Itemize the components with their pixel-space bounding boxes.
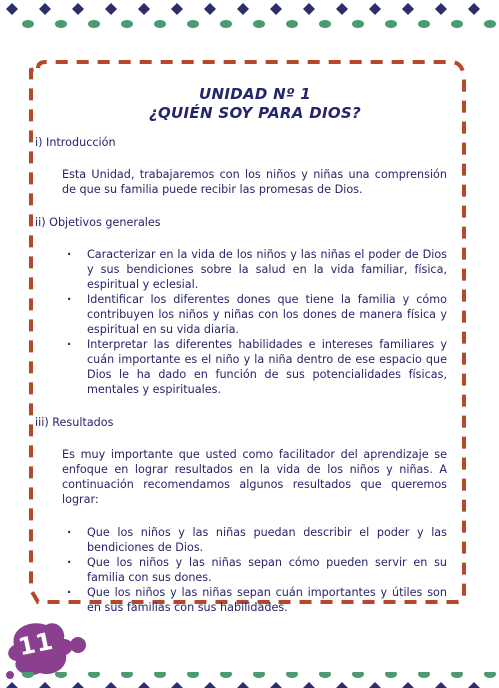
diamond-icon bbox=[468, 682, 480, 688]
dot-icon bbox=[352, 20, 364, 28]
bullet-icon: · bbox=[67, 586, 72, 599]
diamond-icon bbox=[402, 682, 414, 688]
list-item: · Interpretar las diferentes habilidades e intereses familiares y cuán importante es el niño y la niña dentro de ese espacio que Dios le ha dado en función de sus potencialidades físicas, mentales y espirituales. bbox=[67, 338, 447, 396]
unit-content bbox=[35, 135, 447, 633]
dot-icon bbox=[484, 672, 496, 678]
objectives-list bbox=[67, 247, 447, 397]
list-item: · Caracterizar en la vida de los niños y las niñas el poder de Dios y sus bendiciones sobre la salud en la vida familiar, física, espiritual y eclesial. bbox=[67, 248, 447, 291]
dot-icon bbox=[319, 20, 331, 28]
dot-icon bbox=[319, 672, 331, 678]
diamond-icon bbox=[336, 682, 348, 688]
diamond-icon bbox=[138, 3, 150, 15]
bullet-icon: · bbox=[67, 556, 72, 569]
diamond-icon bbox=[72, 3, 84, 15]
diamond-icon bbox=[6, 682, 18, 688]
dot-icon bbox=[451, 20, 463, 28]
top-decorative-border bbox=[0, 0, 499, 30]
diamond-icon bbox=[105, 682, 117, 688]
unit-title bbox=[60, 85, 450, 123]
diamond-icon bbox=[138, 682, 150, 688]
dot-icon bbox=[286, 672, 298, 678]
bottom-decorative-border bbox=[0, 672, 499, 688]
diamond-icon bbox=[39, 682, 51, 688]
diamond-icon bbox=[105, 3, 117, 15]
diamond-icon bbox=[402, 3, 414, 15]
diamond-icon bbox=[336, 3, 348, 15]
objectives-heading: ii) Objetivos generales bbox=[35, 216, 161, 229]
dot-icon bbox=[220, 20, 232, 28]
diamond-icon bbox=[237, 3, 249, 15]
dot-icon bbox=[286, 20, 298, 28]
diamond-icon bbox=[204, 682, 216, 688]
dot-icon bbox=[55, 672, 67, 678]
diamond-icon bbox=[6, 3, 18, 15]
diamond-icon bbox=[435, 682, 447, 688]
dot-icon bbox=[88, 672, 100, 678]
dot-icon bbox=[253, 20, 265, 28]
intro-heading: i) Introducción bbox=[35, 136, 116, 149]
diamond-icon bbox=[171, 682, 183, 688]
diamond-icon bbox=[39, 3, 51, 15]
diamond-icon bbox=[171, 3, 183, 15]
intro-text: Esta Unidad, trabajaremos con los niños y niñas una comprensión de que su familia puede recibir las promesas de Dios. bbox=[62, 168, 447, 196]
dot-icon bbox=[88, 20, 100, 28]
bullet-icon: · bbox=[67, 293, 72, 306]
diamond-icon bbox=[270, 682, 282, 688]
diamond-icon bbox=[204, 3, 216, 15]
diamond-icon bbox=[237, 682, 249, 688]
bullet-icon: · bbox=[67, 526, 72, 539]
unit-number: UNIDAD Nº 1 bbox=[198, 85, 312, 103]
dot-icon bbox=[55, 20, 67, 28]
diamond-icon bbox=[369, 3, 381, 15]
list-item: · Que los niños y las niñas puedan describir el poder y las bendiciones de Dios. bbox=[67, 526, 447, 554]
list-item: · Que los niños y las niñas sepan cuán importantes y útiles son en sus familias con sus habilidades. bbox=[67, 586, 447, 614]
dot-icon bbox=[418, 20, 430, 28]
dot-icon bbox=[451, 672, 463, 678]
dot-icon bbox=[121, 20, 133, 28]
bullet-icon: · bbox=[67, 248, 72, 261]
page-number: 11 bbox=[15, 626, 57, 662]
list-item: · Identificar los diferentes dones que tiene la familia y cómo contribuyen los niños y niñas con los dones de manera física y espiritual en su vida diaria. bbox=[67, 293, 447, 336]
dot-icon bbox=[220, 672, 232, 678]
results-text: Es muy importante que usted como facilitador del aprendizaje se enfoque en lograr resultados en la vida de los niños y niñas. A continuación recomendamos algunos resultados que queremos lograr: bbox=[62, 448, 447, 506]
dot-icon bbox=[154, 672, 166, 678]
results-list bbox=[67, 525, 447, 615]
dot-icon bbox=[418, 672, 430, 678]
dot-icon bbox=[187, 20, 199, 28]
results-heading: iii) Resultados bbox=[35, 416, 114, 429]
diamond-icon bbox=[369, 682, 381, 688]
dot-icon bbox=[253, 672, 265, 678]
diamond-icon bbox=[468, 3, 480, 15]
bullet-icon: · bbox=[67, 338, 72, 351]
diamond-icon bbox=[72, 682, 84, 688]
dot-icon bbox=[154, 20, 166, 28]
diamond-icon bbox=[303, 3, 315, 15]
dot-icon bbox=[22, 20, 34, 28]
diamond-icon bbox=[303, 682, 315, 688]
diamond-icon bbox=[435, 3, 447, 15]
diamond-icon bbox=[270, 3, 282, 15]
dot-icon bbox=[385, 20, 397, 28]
dot-icon bbox=[352, 672, 364, 678]
unit-question: ¿QUIÉN SOY PARA DIOS? bbox=[149, 104, 361, 122]
list-item: · Que los niños y las niñas sepan cómo pueden servir en su familia con sus dones. bbox=[67, 556, 447, 584]
dot-icon bbox=[484, 20, 496, 28]
dot-icon bbox=[22, 672, 34, 678]
dot-icon bbox=[121, 672, 133, 678]
dot-icon bbox=[187, 672, 199, 678]
dot-icon bbox=[385, 672, 397, 678]
